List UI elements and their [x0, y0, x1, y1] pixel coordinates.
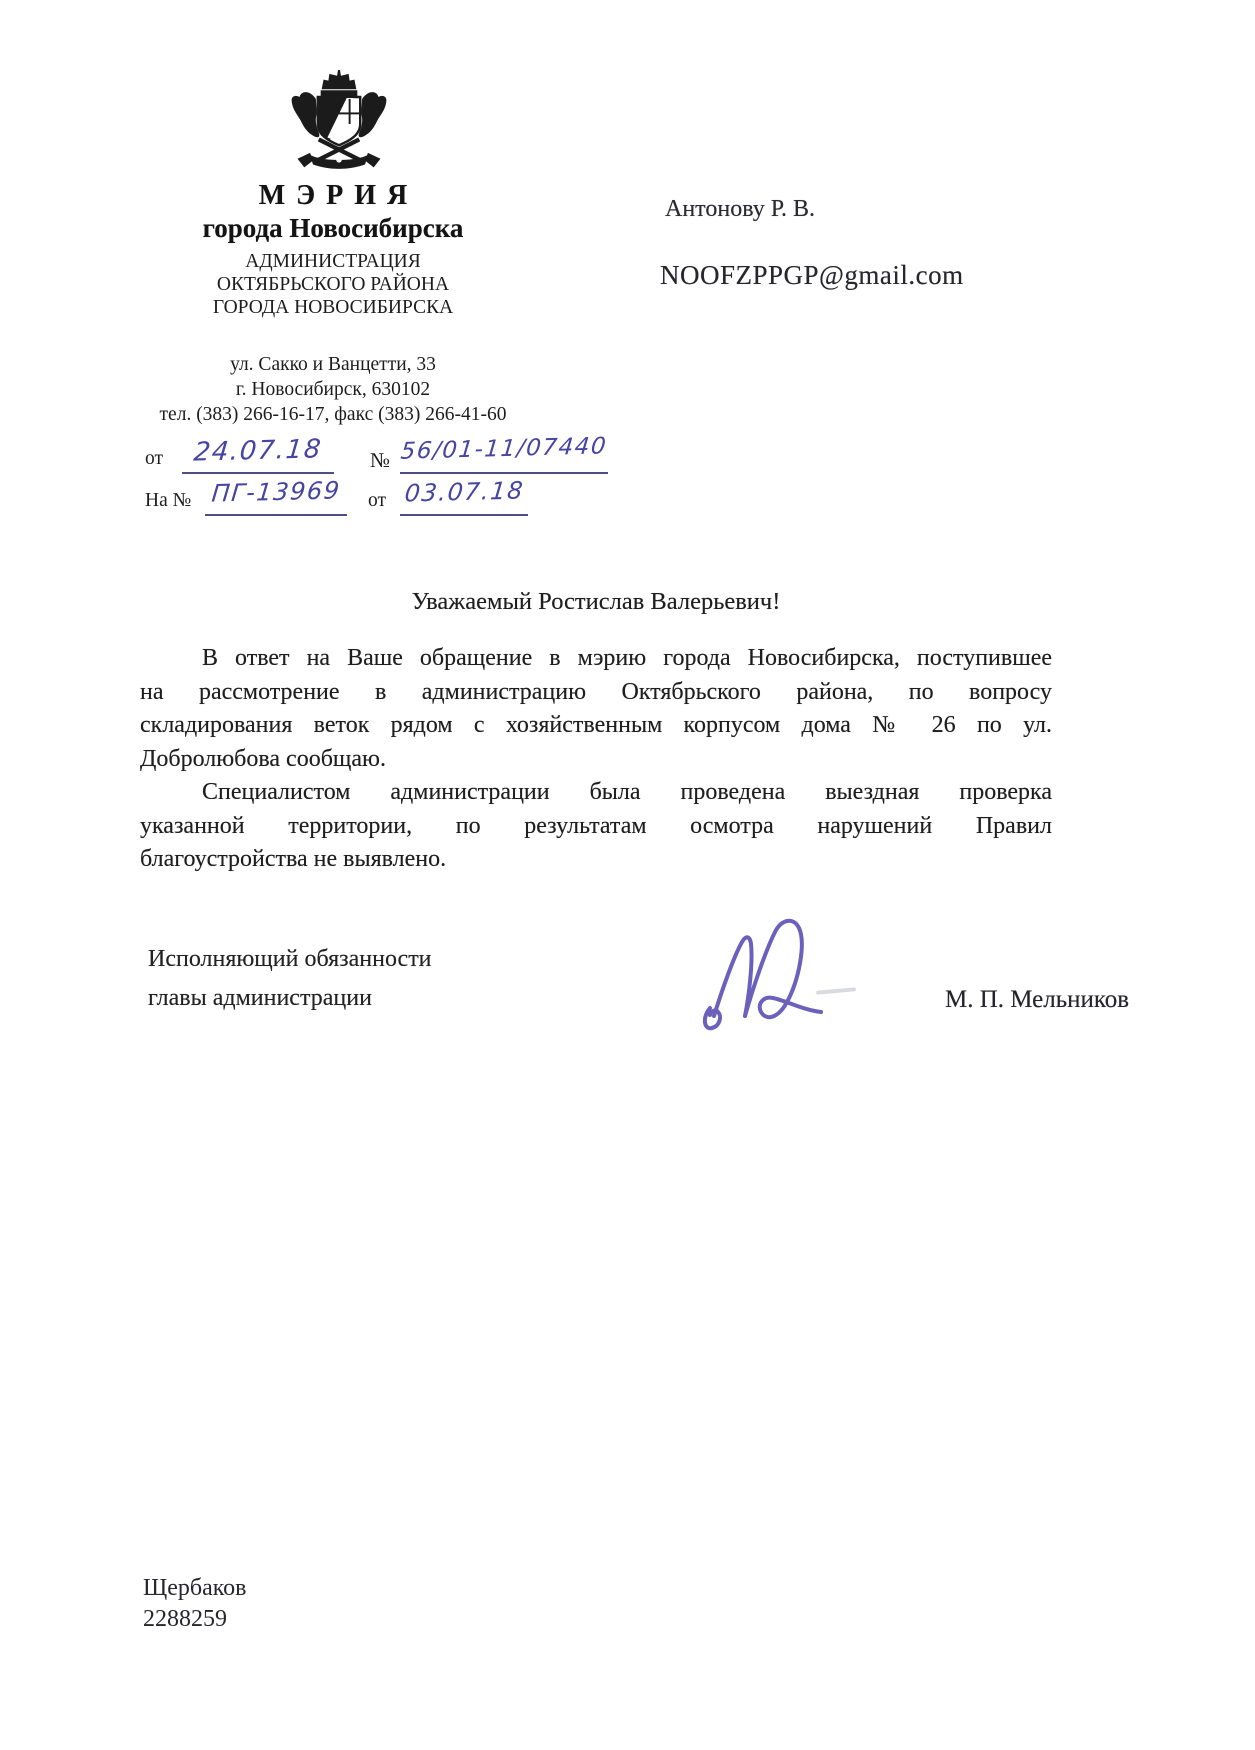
- signer-title: [148, 940, 432, 1018]
- executor-phone: 2288259: [143, 1606, 227, 1632]
- salutation: Уважаемый Ростислав Валерьевич!: [411, 588, 781, 615]
- paragraph-line: на рассмотрение в администрацию Октябрьского района, по вопросу: [140, 678, 1052, 705]
- executor-block: [143, 1573, 247, 1635]
- org-name-line2: города Новосибирска: [202, 213, 464, 243]
- org-sub-line3: ГОРОДА НОВОСИБИРСКА: [212, 297, 454, 318]
- org-sub-line1: АДМИНИСТРАЦИЯ: [245, 251, 421, 272]
- address-street: ул. Сакко и Ванцетти, 33: [230, 354, 436, 375]
- paragraph-line: Добролюбова сообщаю.: [140, 745, 386, 772]
- body-paragraph-1: [140, 642, 1052, 776]
- address-city: г. Новосибирск, 630102: [235, 379, 431, 400]
- paragraph-line: благоустройства не выявлено.: [140, 846, 447, 872]
- handwritten-signature-icon: [696, 896, 824, 1038]
- reply-date-label: от: [368, 490, 387, 511]
- body-paragraph-2: [140, 776, 1052, 877]
- recipient-email: NOOFZPPGP@gmail.com: [660, 260, 964, 290]
- outgoing-number-value: 56/01-11/07440: [399, 433, 609, 465]
- signer-title-line2: главы администрации: [148, 985, 372, 1011]
- outgoing-date-field: [182, 436, 334, 474]
- reply-number-field: [205, 478, 347, 516]
- reply-date-value: 03.07.18: [403, 476, 525, 508]
- signer-title-line1: Исполняющий обязанности: [148, 946, 432, 972]
- outgoing-date-label: от: [145, 448, 164, 469]
- paragraph-line: указанной территории, по результатам осмотра нарушений Правил: [140, 812, 1052, 839]
- paragraph-line: Специалистом администрации была проведена выездная проверка: [202, 779, 1052, 805]
- address-phone-fax: тел. (383) 266-16-17, факс (383) 266-41-60: [159, 404, 507, 425]
- reply-date-field: [400, 478, 528, 516]
- reply-number-value: ПГ-13969: [210, 476, 342, 508]
- signer-name: М. П. Мельников: [945, 986, 1130, 1013]
- paragraph-line: складирования веток рядом с хозяйственным корпусом дома № 26 по ул.: [140, 712, 1052, 738]
- outgoing-date-value: 24.07.18: [192, 434, 324, 468]
- org-sub-line2: ОКТЯБРЬСКОГО РАЙОНА: [216, 274, 450, 295]
- outgoing-number-label: №: [370, 448, 391, 472]
- outgoing-number-field: [399, 433, 609, 474]
- executor-name: Щербаков: [143, 1575, 247, 1601]
- reply-number-label: На №: [145, 490, 192, 511]
- org-address-block: [115, 352, 551, 427]
- novosibirsk-coat-of-arms-icon: [281, 70, 397, 178]
- org-name-line1: МЭРИЯ: [258, 180, 419, 211]
- paragraph-line: В ответ на Ваше обращение в мэрию города Новосибирска, поступившее: [202, 645, 1052, 671]
- recipient-name: Антонову Р. В.: [665, 196, 816, 222]
